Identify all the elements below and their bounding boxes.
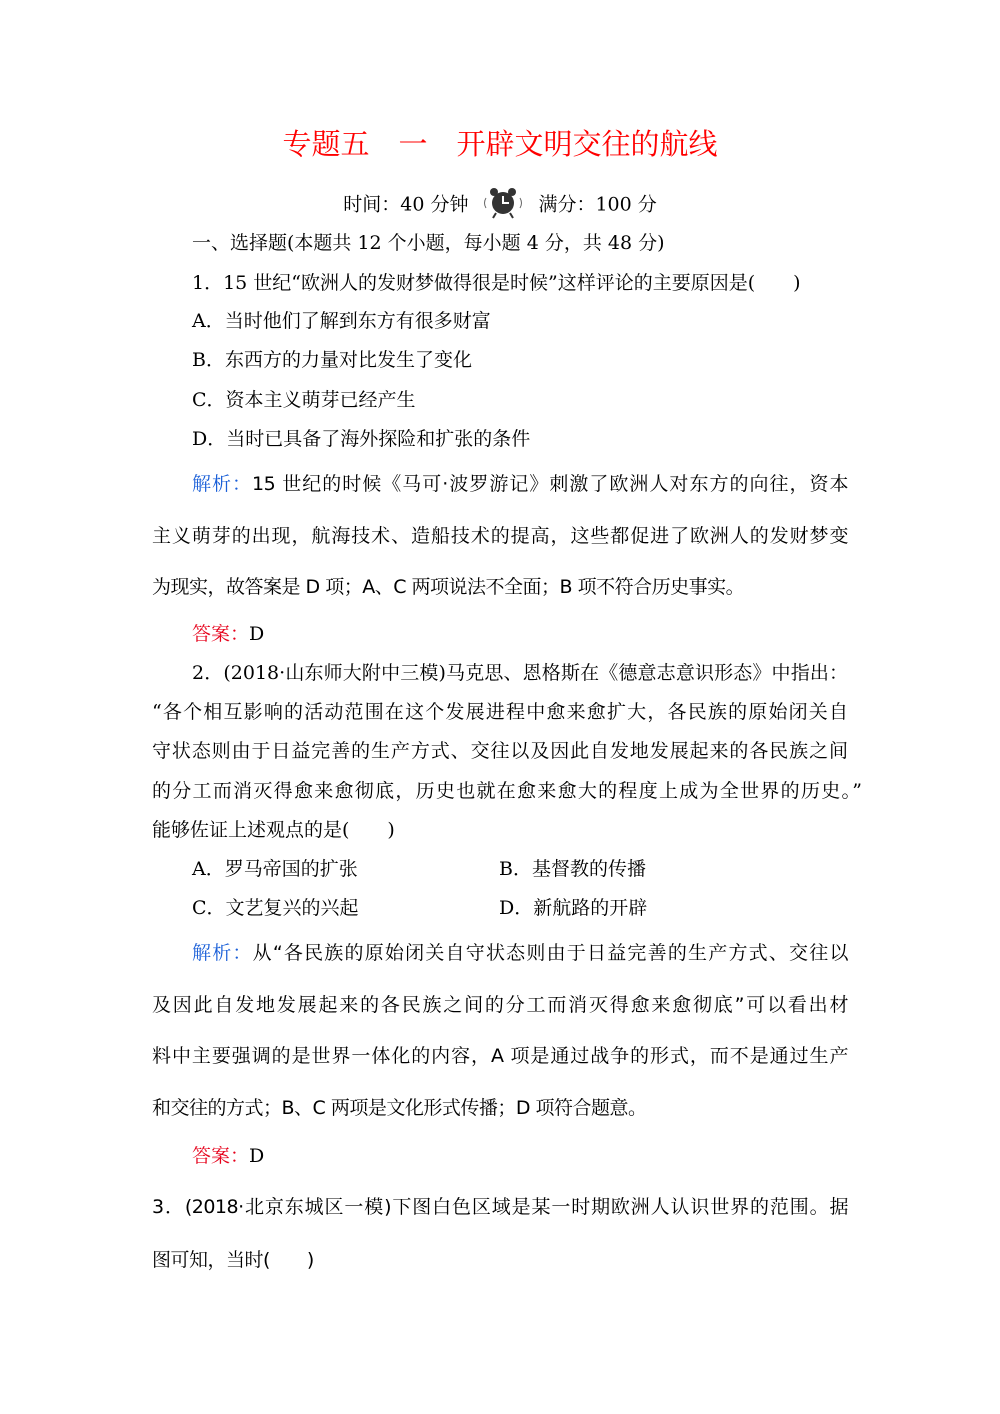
q2-stem-line: 能够佐证上述观点的是( )	[152, 819, 395, 841]
answer-label: 答案：	[192, 623, 250, 645]
time-label: 时间：40 分钟	[343, 193, 469, 216]
exam-info	[0, 186, 1000, 225]
q1-analysis-line: 为现实，故答案是 D 项；A、C 两项说法不全面；B 项不符合历史事实。	[152, 576, 745, 598]
q2-analysis-line: 及因此自发地发展起来的各民族之间的分工而消灭得愈来愈彻底”可以看出材	[152, 994, 848, 1016]
q2-option-c: C．文艺复兴的兴起	[192, 897, 359, 919]
q1-analysis-line: 解析：15 世纪的时候《马可·波罗游记》刺激了欧洲人对东方的向往，资本	[192, 473, 848, 495]
page-title: 专题五 一 开辟文明交往的航线	[282, 127, 718, 161]
q2-stem-line: 的分工而消灭得愈来愈彻底，历史也就在愈来愈大的程度上成为全世界的历史。”	[152, 780, 862, 802]
q2-stem-line: 守状态则由于日益完善的生产方式、交往以及因此自发地发展起来的各民族之间	[152, 740, 848, 762]
q2-option-b: B．基督教的传播	[499, 858, 646, 880]
q1-analysis-line: 主义萌芽的出现，航海技术、造船技术的提高，这些都促进了欧洲人的发财梦变	[152, 525, 848, 547]
q2-option-a: A．罗马帝国的扩张	[192, 858, 358, 880]
q1-stem: 1．15 世纪“欧洲人的发财梦做得很是时候”这样评论的主要原因是( )	[192, 272, 801, 294]
alarm-clock-icon	[480, 186, 526, 225]
q3-stem-line: 图可知，当时( )	[152, 1249, 314, 1271]
q1-option-a: A．当时他们了解到东方有很多财富	[192, 310, 491, 332]
answer-label: 答案：	[192, 1145, 250, 1167]
analysis-label: 解析：	[192, 473, 253, 495]
q1-option-d: D．当时已具备了海外探险和扩张的条件	[192, 428, 531, 450]
q2-option-d: D．新航路的开辟	[499, 897, 648, 919]
q2-stem-line: 2．(2018·山东师大附中三模)马克思、恩格斯在《德意志意识形态》中指出：	[192, 662, 848, 684]
section-heading: 一、选择题(本题共 12 个小题，每小题 4 分，共 48 分)	[192, 232, 665, 254]
q2-analysis-line: 料中主要强调的是世界一体化的内容，A 项是通过战争的形式，而不是通过生产	[152, 1045, 848, 1067]
q2-analysis-line: 解析：从“各民族的原始闭关自守状态则由于日益完善的生产方式、交往以	[192, 942, 848, 964]
score-label: 满分：100 分	[538, 193, 657, 216]
q1-option-c: C．资本主义萌芽已经产生	[192, 389, 416, 411]
q2-answer: 答案：D	[192, 1145, 265, 1167]
q2-analysis-line: 和交往的方式；B、C 两项是文化形式传播；D 项符合题意。	[152, 1097, 647, 1119]
q2-stem-line: “各个相互影响的活动范围在这个发展进程中愈来愈扩大，各民族的原始闭关自	[152, 701, 848, 723]
analysis-label: 解析：	[192, 942, 253, 964]
q1-answer: 答案：D	[192, 623, 265, 645]
q1-option-b: B．东西方的力量对比发生了变化	[192, 349, 472, 371]
q3-stem-line: 3．(2018·北京东城区一模)下图白色区域是某一时期欧洲人认识世界的范围。据	[152, 1196, 848, 1218]
